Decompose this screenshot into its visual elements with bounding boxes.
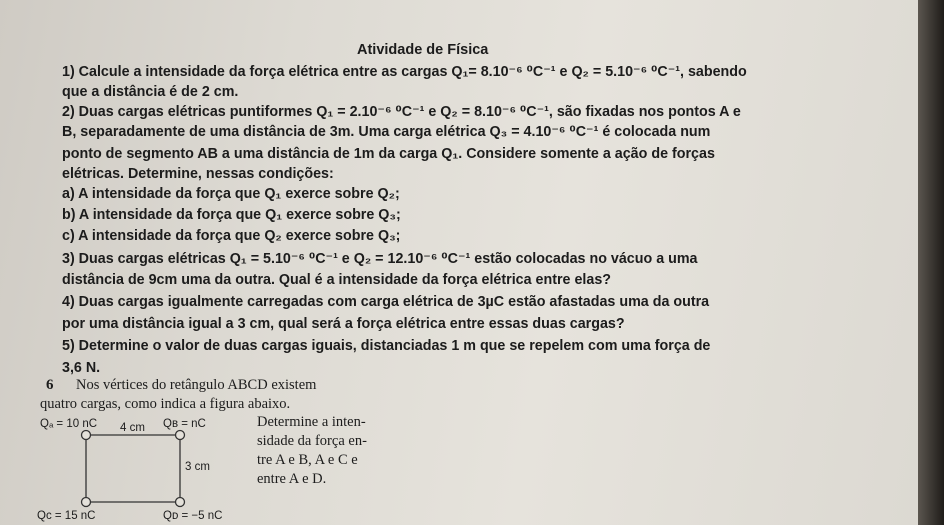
text-line: elétricas. Determine, nessas condições: [62, 166, 334, 182]
text-line: que a distância é de 2 cm. [62, 84, 239, 100]
text-line: por uma distância igual a 3 cm, qual será a força elétrica entre essas duas cargas? [62, 316, 625, 332]
question-6-side1: Determine a inten- [257, 414, 366, 430]
text-line: distância de 9cm uma da outra. Qual é a intensidade da força elétrica entre elas? [62, 272, 612, 288]
text-line: a) A intensidade da força que Q₁ exerce sobre Q₂; [62, 186, 400, 202]
charge-d [176, 498, 185, 507]
question-6-side3: tre A e B, A e C e [257, 452, 358, 468]
question-6-side2: sidade da força en- [257, 433, 367, 449]
text-line: 1) Calcule a intensidade da força elétrica entre as cargas Q₁= 8.10⁻⁶ ⁰C⁻¹ e Q₂ = 5.10⁻⁶ ⁰C⁻¹, sabendo [62, 64, 747, 80]
text-line: B, separadamente de uma distância de 3m. Uma carga elétrica Q₃ = 4.10⁻⁶ ⁰C⁻¹ é colocada num [62, 124, 711, 140]
label-qa: Qₐ = 10 nC [40, 418, 98, 430]
text-line: 3) Duas cargas elétricas Q₁ = 5.10⁻⁶ ⁰C⁻¹ e Q₂ = 12.10⁻⁶ ⁰C⁻¹ estão colocadas no vácuo a uma [62, 251, 698, 267]
question-6-line1: Nos vértices do retângulo ABCD existem [76, 377, 317, 393]
page-title: Atividade de Física [357, 42, 489, 58]
label-qd: Qᴅ = −5 nC [163, 510, 223, 522]
label-qc: Qᴄ = 15 nC [37, 510, 96, 522]
question-6-number: 6 [46, 377, 54, 393]
charge-c [82, 498, 91, 507]
text-line: 4) Duas cargas igualmente carregadas com carga elétrica de 3µC estão afastadas uma da outra [62, 294, 710, 310]
text-line: c) A intensidade da força que Q₂ exerce sobre Q₃; [62, 228, 401, 244]
text-line: 5) Determine o valor de duas cargas iguais, distanciadas 1 m que se repelem com uma força de [62, 338, 711, 354]
text-line: 2) Duas cargas elétricas puntiformes Q₁ = 2.10⁻⁶ ⁰C⁻¹ e Q₂ = 8.10⁻⁶ ⁰C⁻¹, são fixadas nos pontos A e [62, 104, 741, 120]
label-width: 4 cm [120, 422, 145, 434]
label-height: 3 cm [185, 461, 210, 473]
text-line: ponto de segmento AB a uma distância de 1m da carga Q₁. Considere somente a ação de forças [62, 146, 715, 162]
text-line: 3,6 N. [62, 360, 101, 376]
question-6-line2: quatro cargas, como indica a figura abaixo. [40, 396, 291, 412]
label-qb: Qʙ = nC [163, 418, 206, 430]
text-line: b) A intensidade da força que Q₁ exerce sobre Q₃; [62, 207, 401, 223]
charge-a [82, 431, 91, 440]
question-6-side4: entre A e D. [257, 471, 327, 487]
charge-b [176, 431, 185, 440]
background-edge [918, 0, 944, 525]
